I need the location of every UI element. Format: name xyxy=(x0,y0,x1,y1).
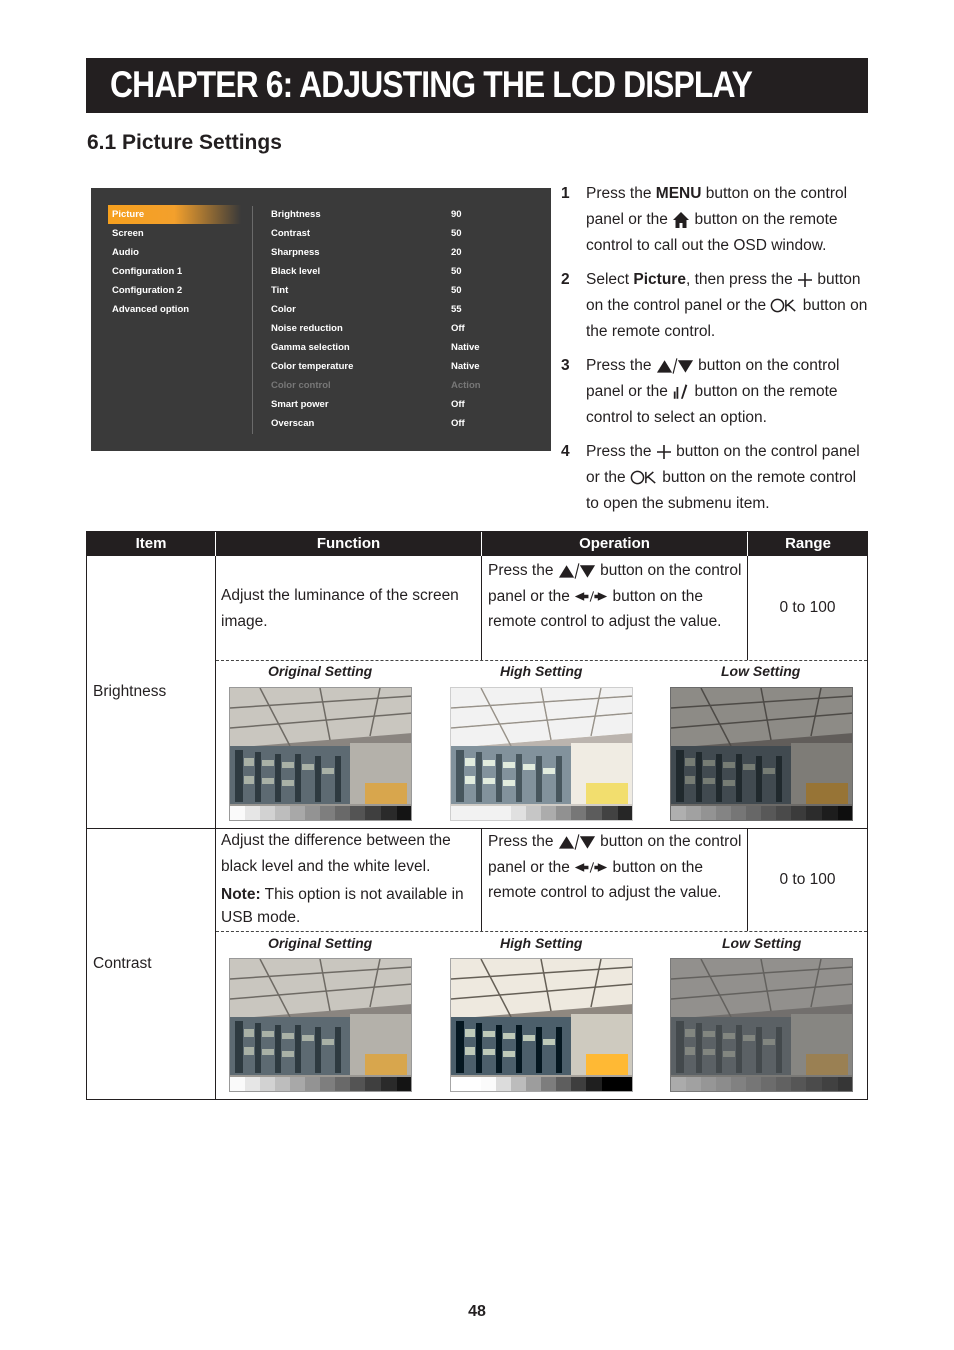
range-contrast: 0 to 100 xyxy=(779,871,836,888)
osd-setting-smart-power[interactable]: Smart power Off xyxy=(271,395,531,414)
picture-settings-table xyxy=(86,531,868,1100)
osd-setting-value: Off xyxy=(451,323,465,334)
osd-menu-item-configuration-2[interactable]: Configuration 2 xyxy=(112,285,183,296)
osd-menu-item-configuration-1[interactable]: Configuration 1 xyxy=(112,266,183,277)
left-right-icon xyxy=(574,861,608,874)
brightness-original-image xyxy=(229,687,412,821)
item-brightness: Brightness xyxy=(93,683,167,700)
chapter-header xyxy=(86,58,868,113)
osd-settings-list xyxy=(271,205,531,433)
row-separator xyxy=(87,828,867,829)
function-contrast: Adjust the difference between the black level and the white level. Note: This option is not available in USB mode. xyxy=(221,828,477,929)
header-range: Range xyxy=(748,532,868,556)
caption-original-setting: Original Setting xyxy=(268,935,373,951)
osd-menu-item-picture[interactable]: Picture xyxy=(108,205,241,224)
range-brightness: 0 to 100 xyxy=(779,599,836,616)
osd-setting-color-control: Color control Action xyxy=(271,376,531,395)
function-brightness: Adjust the luminance of the screen image. xyxy=(221,587,459,630)
pen-icon xyxy=(672,383,690,400)
up-down-icon xyxy=(558,563,596,579)
header-function: Function xyxy=(216,532,481,556)
osd-menu-item-screen[interactable]: Screen xyxy=(112,228,144,239)
caption-high-setting: High Setting xyxy=(500,935,583,951)
brightness-low-image xyxy=(670,687,853,821)
step-3: 3 Press the button on the control panel or the button on the remote control to select an option. xyxy=(561,353,871,431)
osd-divider xyxy=(252,206,253,434)
osd-setting-value: 50 xyxy=(451,266,462,277)
section-title: 6.1 Picture Settings xyxy=(87,131,282,154)
osd-setting-value: Native xyxy=(451,342,480,353)
contrast-original-image xyxy=(229,958,412,1092)
page-number: 48 xyxy=(468,1303,486,1320)
col-separator xyxy=(481,556,482,660)
step-number: 3 xyxy=(561,357,570,374)
osd-main-menu xyxy=(108,205,241,319)
caption-original-setting: Original Setting xyxy=(268,663,373,679)
step-number: 1 xyxy=(561,185,570,202)
osd-menu-screenshot xyxy=(91,188,551,451)
osd-menu-item-advanced-option[interactable]: Advanced option xyxy=(112,304,190,315)
operation-brightness: Press the button on the control panel or the button on the remote control to adjust the value. xyxy=(488,562,742,630)
osd-setting-color-temperature[interactable]: Color temperature Native xyxy=(271,357,531,376)
up-down-icon xyxy=(558,834,596,850)
osd-setting-noise-reduction[interactable]: Noise reduction Off xyxy=(271,319,531,338)
step-2: 2 Select Picture, then press the button on the control panel or the button on the remote control. xyxy=(561,267,871,345)
brightness-high-image xyxy=(450,687,633,821)
note-usb-mode: Note: This option is not available in USB mode. xyxy=(221,886,464,926)
step-1: 1 Press the MENU button on the control panel or the button on the remote control to call out the OSD window. xyxy=(561,181,871,259)
osd-setting-value: Action xyxy=(451,380,481,391)
osd-setting-tint[interactable]: Tint 50 xyxy=(271,281,531,300)
ok-icon xyxy=(770,298,798,313)
contrast-low-image xyxy=(670,958,853,1092)
dashed-separator xyxy=(216,660,867,661)
osd-setting-gamma-selection[interactable]: Gamma selection Native xyxy=(271,338,531,357)
osd-setting-value: 20 xyxy=(451,247,462,258)
instruction-steps xyxy=(561,181,871,525)
home-icon xyxy=(672,211,690,229)
step-number: 4 xyxy=(561,443,570,460)
step-number: 2 xyxy=(561,271,570,288)
caption-high-setting: High Setting xyxy=(500,663,583,679)
osd-setting-value: Off xyxy=(451,418,465,429)
header-operation: Operation xyxy=(482,532,747,556)
left-right-icon xyxy=(574,590,608,603)
caption-low-setting: Low Setting xyxy=(722,935,802,951)
plus-icon xyxy=(797,272,813,288)
header-item: Item xyxy=(87,532,215,556)
osd-setting-value: 50 xyxy=(451,228,462,239)
dashed-separator xyxy=(216,931,867,932)
osd-setting-contrast[interactable]: Contrast 50 xyxy=(271,224,531,243)
osd-setting-black-level[interactable]: Black level 50 xyxy=(271,262,531,281)
ok-icon xyxy=(630,470,658,485)
osd-setting-value: 50 xyxy=(451,285,462,296)
osd-setting-color[interactable]: Color 55 xyxy=(271,300,531,319)
osd-setting-value: 90 xyxy=(451,209,462,220)
step-4: 4 Press the button on the control panel or the button on the remote control to open the submenu item. xyxy=(561,439,871,517)
osd-menu-item-audio[interactable]: Audio xyxy=(112,247,139,258)
osd-setting-value: Off xyxy=(451,399,465,410)
operation-contrast: Press the button on the control panel or the button on the remote control to adjust the value. xyxy=(488,833,742,901)
chapter-title: CHAPTER 6: ADJUSTING THE LCD DISPLAY xyxy=(110,64,753,105)
contrast-high-image xyxy=(450,958,633,1092)
caption-low-setting: Low Setting xyxy=(721,663,801,679)
osd-setting-sharpness[interactable]: Sharpness 20 xyxy=(271,243,531,262)
item-contrast: Contrast xyxy=(93,955,152,972)
osd-setting-value: Native xyxy=(451,361,480,372)
osd-setting-overscan[interactable]: Overscan Off xyxy=(271,414,531,433)
osd-setting-brightness[interactable]: Brightness 90 xyxy=(271,205,531,224)
plus-icon xyxy=(656,444,672,460)
up-down-icon xyxy=(656,358,694,374)
osd-setting-value: 55 xyxy=(451,304,462,315)
col-separator xyxy=(481,828,482,931)
